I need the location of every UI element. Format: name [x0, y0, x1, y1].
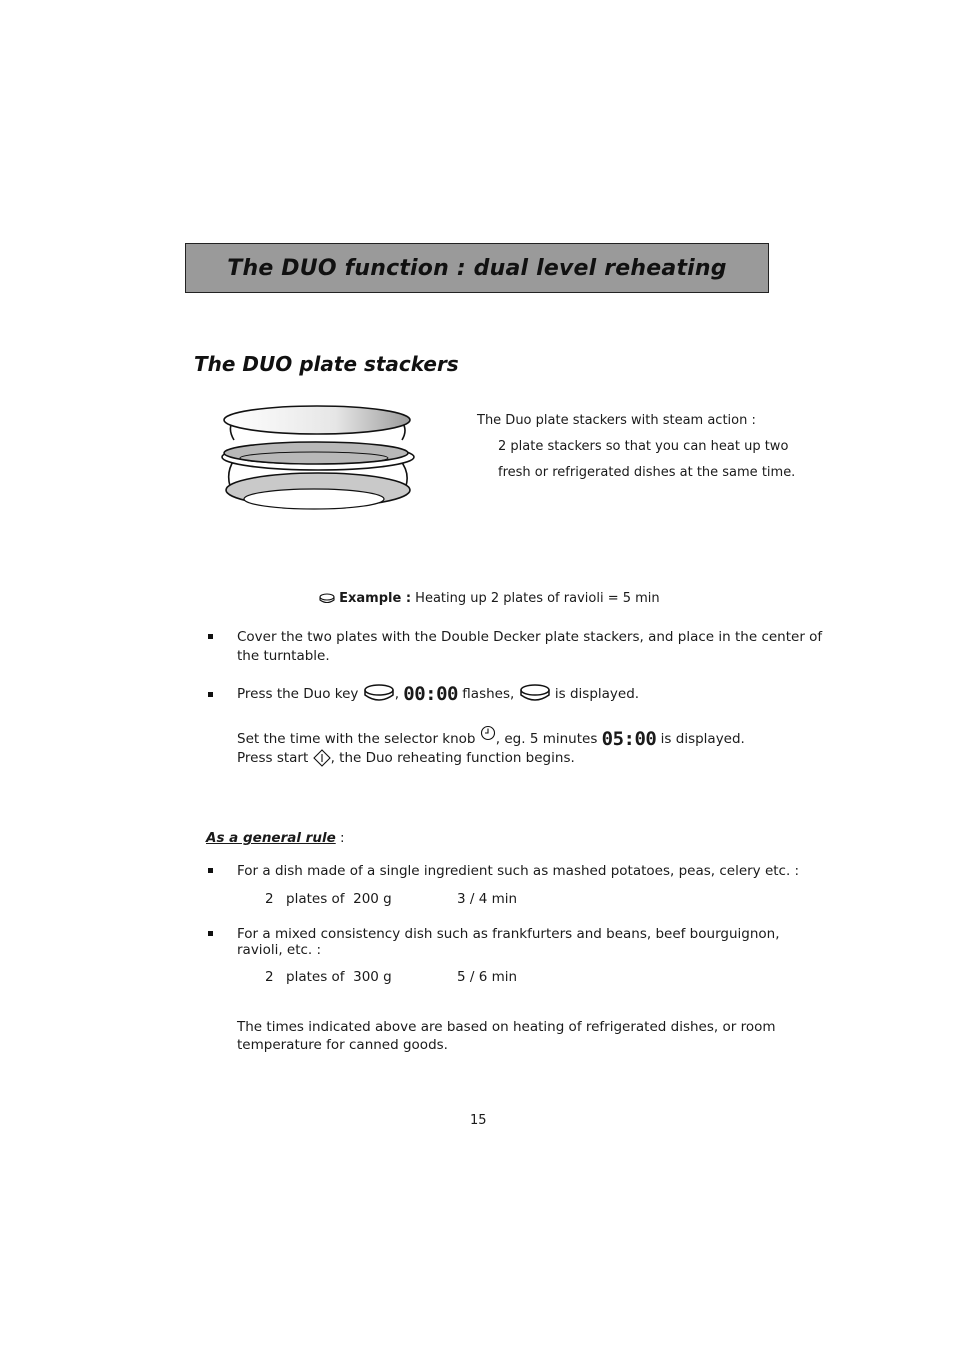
press-start-line — [237, 749, 575, 767]
intro-line-1: 2 plate stackers so that you can heat up two — [498, 439, 789, 454]
general-rule-heading — [206, 829, 345, 847]
duo-key-icon — [319, 593, 335, 605]
flashes-text: flashes, — [462, 686, 515, 702]
rule-item-1-qty: 2 — [265, 891, 274, 907]
comma: , — [394, 686, 399, 702]
section-title: The DUO plate stackers — [194, 352, 459, 376]
page-title: The DUO function : dual level reheating — [227, 255, 727, 281]
bullet — [208, 634, 213, 639]
bullet — [208, 868, 213, 873]
is-displayed-text: is displayed. — [554, 686, 640, 702]
display-five: 05:00 — [601, 728, 657, 750]
cover-line-2: the turntable. — [237, 648, 330, 664]
example-text: Heating up 2 plates of ravioli = 5 min — [415, 591, 660, 606]
selector-knob-icon — [480, 725, 496, 741]
example-label: Example : — [339, 591, 412, 606]
page-number: 15 — [470, 1113, 487, 1128]
rule-item-1-time: 3 / 4 min — [457, 891, 518, 907]
intro-heading: The Duo plate stackers with steam action : — [477, 413, 756, 428]
note-line-2: temperature for canned goods. — [237, 1037, 448, 1053]
rule-item-2-qty: 2 — [265, 969, 274, 985]
rule-item-1-desc: plates of 200 g — [286, 891, 392, 907]
start-icon — [313, 749, 331, 767]
plate-stackers-illustration — [218, 400, 418, 516]
rule-item-2-line-1: For a mixed consistency dish such as frankfurters and beans, beef bourguignon, — [237, 926, 780, 942]
press-start-text: Press start — [237, 750, 309, 766]
set-time-text: Set the time with the selector knob — [237, 731, 476, 747]
bullet — [208, 692, 213, 697]
rule-item-2-time: 5 / 6 min — [457, 969, 518, 985]
cover-line-1: Cover the two plates with the Double Decker plate stackers, and place in the center of — [237, 629, 823, 645]
press-duo-line — [237, 683, 639, 705]
begins-text: , the Duo reheating function begins. — [330, 750, 575, 766]
rule-item-2-line-2: ravioli, etc. : — [237, 942, 322, 958]
general-rule-colon: : — [335, 830, 345, 846]
press-duo-text: Press the Duo key — [237, 686, 359, 702]
rule-item-1: For a dish made of a single ingredient such as mashed potatoes, peas, celery etc. : — [237, 863, 800, 879]
display-zero: 00:00 — [403, 683, 458, 705]
eg-text: , eg. 5 minutes — [495, 731, 598, 747]
set-time-line — [237, 725, 745, 748]
intro-line-2: fresh or refrigerated dishes at the same time. — [498, 465, 796, 480]
duo-key-icon — [363, 683, 395, 705]
general-rule-label: As a general rule — [206, 830, 336, 846]
note-line-1: The times indicated above are based on heating of refrigerated dishes, or room — [237, 1019, 776, 1035]
duo-key-icon — [519, 683, 551, 705]
title-banner — [185, 243, 769, 293]
example-line — [319, 590, 660, 608]
bullet — [208, 931, 213, 936]
is-displayed-text-2: is displayed. — [660, 731, 745, 747]
rule-item-2-desc: plates of 300 g — [286, 969, 392, 985]
